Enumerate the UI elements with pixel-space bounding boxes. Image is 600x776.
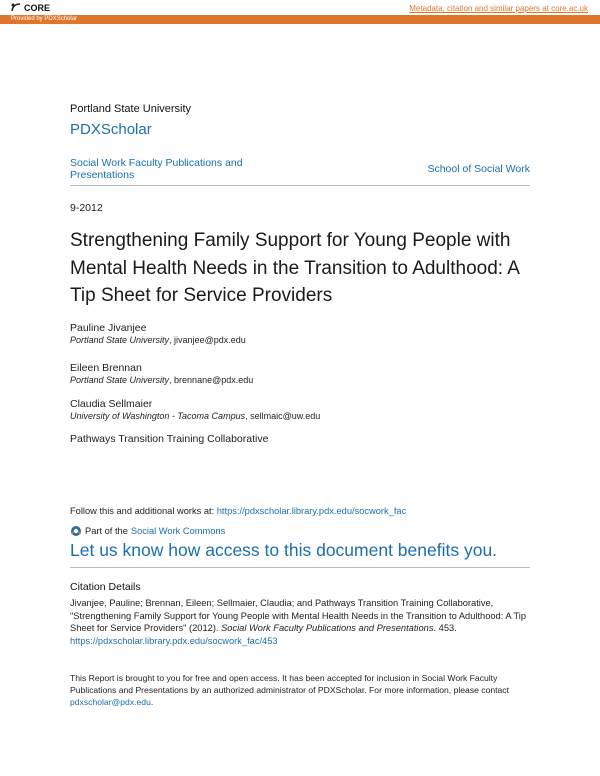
notice-text: This Report is brought to you for free and open access. It has been accepted for inclusion in Social Work Faculty Publications and Presentations by an authorized administrator of PDXScholar. For more information, please contact <box>70 673 509 695</box>
author-affiliation: University of Washington - Tacoma Campus <box>70 411 246 421</box>
university-name: Portland State University <box>70 103 192 115</box>
notice-end: . <box>150 697 154 707</box>
publication-date: 9-2012 <box>70 202 103 214</box>
contact-email-link[interactable]: pdxscholar@pdx.edu <box>70 697 151 707</box>
author-email: , brennane@pdx.edu <box>169 375 254 385</box>
commons-link[interactable]: Social Work Commons <box>130 526 226 536</box>
author-name: Eileen Brennan <box>70 362 142 374</box>
author-block <box>70 322 246 346</box>
core-metadata-link[interactable]: Metadata, citation and similar papers at core.ac.uk <box>409 4 588 13</box>
author-affiliation: Portland State University <box>70 375 170 385</box>
author-block <box>70 362 253 386</box>
collection-link[interactable]: Social Work Faculty Publications and Presentations <box>70 157 243 181</box>
author-affiliation: Portland State University <box>70 335 170 345</box>
part-of-line <box>70 525 225 537</box>
feedback-link[interactable]: Let us know how access to this document benefits you. <box>70 540 498 560</box>
department-link[interactable]: School of Social Work <box>427 163 530 175</box>
citation-text: Jivanjee, Pauline; Brennan, Eileen; Sellmaier, Claudia; and Pathways Transition Training Collaborative, "Strengthening Family Support for Young People with Mental Health Needs in the Transition to Adulthood: A Tip Sheet for Service Providers" (2012). <box>70 598 527 633</box>
citation-heading: Citation Details <box>70 581 141 593</box>
follow-line <box>70 506 406 516</box>
citation-number: . 453. <box>433 623 457 633</box>
divider <box>70 185 530 186</box>
author-name: Pauline Jivanjee <box>70 322 147 334</box>
repository-link[interactable]: PDXScholar <box>70 121 152 138</box>
author-block <box>70 398 320 422</box>
author-email: , jivanjee@pdx.edu <box>169 335 246 345</box>
citation-url-link[interactable]: https://pdxscholar.library.pdx.edu/socwork_fac/453 <box>70 635 278 646</box>
divider <box>70 567 530 568</box>
collaborative-author: Pathways Transition Training Collaborative <box>70 433 269 445</box>
provider-bar <box>0 15 600 24</box>
core-icon <box>10 2 22 13</box>
author-email: , sellmaic@uw.edu <box>245 411 321 421</box>
part-of-text: Part of the <box>85 526 128 536</box>
follow-url-link[interactable]: https://pdxscholar.library.pdx.edu/socwork_fac <box>216 506 407 516</box>
follow-text: Follow this and additional works at: <box>70 506 217 516</box>
core-label: CORE <box>24 2 51 13</box>
citation-body <box>70 597 540 647</box>
access-notice <box>70 672 535 708</box>
author-name: Claudia Sellmaier <box>70 398 153 410</box>
core-logo[interactable] <box>10 2 50 13</box>
commons-network-icon <box>70 525 82 537</box>
citation-series: Social Work Faculty Publications and Presentations <box>221 623 434 633</box>
document-title: Strengthening Family Support for Young People with Mental Health Needs in the Transition to Adulthood: A Tip Sheet for Service Providers <box>70 230 519 306</box>
provided-by-text[interactable]: Provided by PDXScholar <box>11 16 78 22</box>
